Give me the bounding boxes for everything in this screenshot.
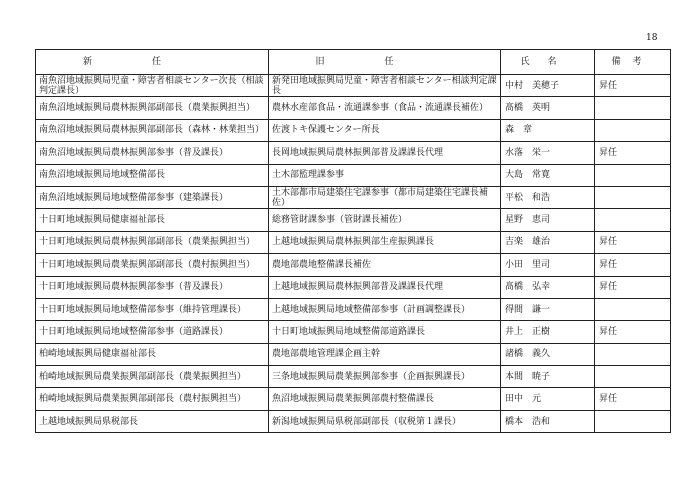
cell-remarks <box>595 97 671 119</box>
cell-name: 髙橋 弘幸 <box>501 276 595 298</box>
cell-name: 水落 栄一 <box>501 142 595 164</box>
cell-old: 長岡地域振興局農林振興部普及課課長代理 <box>269 142 501 164</box>
cell-new: 南魚沼地域振興局農林振興部副部長（農業振興担当） <box>36 97 269 119</box>
cell-old: 魚沼地域振興局農業振興部農村整備課長 <box>269 388 501 410</box>
cell-remarks <box>595 186 671 208</box>
cell-name: 大島 常寛 <box>501 164 595 186</box>
cell-remarks <box>595 298 671 320</box>
cell-old: 上越地域振興局農林振興部普及課課長代理 <box>269 276 501 298</box>
cell-new: 柏崎地域振興局農業振興部副部長（農村振興担当） <box>36 388 269 410</box>
cell-name: 得間 謙一 <box>501 298 595 320</box>
header-row <box>36 50 671 75</box>
cell-name: 小田 里司 <box>501 254 595 276</box>
cell-remarks: 昇任 <box>595 75 671 97</box>
cell-new: 十日町地域振興局農業振興部副部長（農村振興担当） <box>36 254 269 276</box>
cell-remarks: 昇任 <box>595 321 671 343</box>
header-new: 新任 <box>36 50 269 75</box>
cell-name: 平松 和浩 <box>501 186 595 208</box>
cell-remarks: 昇任 <box>595 388 671 410</box>
table-row <box>36 254 671 276</box>
header-old: 旧任 <box>269 50 501 75</box>
table-row <box>36 142 671 164</box>
cell-remarks <box>595 119 671 141</box>
cell-name: 橋本 浩和 <box>501 410 595 432</box>
table-row <box>36 298 671 320</box>
cell-remarks: 昇任 <box>595 276 671 298</box>
header-name: 氏名 <box>501 50 595 75</box>
cell-old: 農地部農地整備課長補佐 <box>269 254 501 276</box>
page-number: 18 <box>646 33 658 43</box>
header-remarks: 備考 <box>595 50 671 75</box>
cell-name: 諸橋 義久 <box>501 343 595 365</box>
table-row <box>36 231 671 253</box>
cell-old: 農林水産部食品・流通課参事（食品・流通課長補佐） <box>269 97 501 119</box>
cell-new: 南魚沼地域振興局地域整備部長 <box>36 164 269 186</box>
cell-new: 十日町地域振興局地域整備部参事（道路課長） <box>36 321 269 343</box>
cell-old: 土木部監理課参事 <box>269 164 501 186</box>
cell-name: 中村 美穂子 <box>501 75 595 97</box>
table-row <box>36 186 671 208</box>
cell-remarks: 昇任 <box>595 142 671 164</box>
cell-old: 土木部都市局建築住宅課参事（都市局建築住宅課長補佐） <box>269 186 501 208</box>
cell-new: 十日町地域振興局地域整備部参事（維持管理課長） <box>36 298 269 320</box>
cell-old: 新潟地域振興局県税部副部長（収税第１課長） <box>269 410 501 432</box>
cell-remarks <box>595 410 671 432</box>
cell-new: 南魚沼地域振興局農林振興部参事（普及課長） <box>36 142 269 164</box>
cell-remarks <box>595 343 671 365</box>
cell-old: 上越地域振興局農林振興部生産振興課長 <box>269 231 501 253</box>
table-row <box>36 276 671 298</box>
table-row <box>36 410 671 432</box>
personnel-table <box>35 49 671 433</box>
cell-new: 柏崎地域振興局農業振興部副部長（農業振興担当） <box>36 366 269 388</box>
cell-old: 佐渡トキ保護センター所長 <box>269 119 501 141</box>
table-row <box>36 388 671 410</box>
cell-name: 井上 正樹 <box>501 321 595 343</box>
cell-old: 農地部農地管理課企画主幹 <box>269 343 501 365</box>
table-row <box>36 164 671 186</box>
cell-remarks: 昇任 <box>595 254 671 276</box>
cell-new: 十日町地域振興局健康福祉部長 <box>36 209 269 231</box>
table-row <box>36 343 671 365</box>
cell-name: 本間 暁子 <box>501 366 595 388</box>
cell-old: 上越地域振興局地域整備部参事（計画調整課長） <box>269 298 501 320</box>
cell-name: 髙橋 英明 <box>501 97 595 119</box>
cell-new: 南魚沼地域振興局児童・障害者相談センター次長（相談判定課長） <box>36 75 269 97</box>
table-row <box>36 119 671 141</box>
cell-new: 十日町地域振興局農林振興部参事（普及課長） <box>36 276 269 298</box>
cell-new: 十日町地域振興局農林振興部副部長（農業振興担当） <box>36 231 269 253</box>
cell-remarks <box>595 209 671 231</box>
cell-old: 総務管財課参事（管財課長補佐） <box>269 209 501 231</box>
table-row <box>36 75 671 97</box>
cell-new: 柏崎地域振興局健康福祉部長 <box>36 343 269 365</box>
cell-new: 南魚沼地域振興局農林振興部副部長（森林・林業担当） <box>36 119 269 141</box>
cell-new: 南魚沼地域振興局地域整備部参事（建築課長） <box>36 186 269 208</box>
cell-old: 新発田地域振興局児童・障害者相談センター相談判定課長 <box>269 75 501 97</box>
cell-name: 森 章 <box>501 119 595 141</box>
cell-remarks <box>595 366 671 388</box>
table-row <box>36 321 671 343</box>
cell-name: 星野 恵司 <box>501 209 595 231</box>
cell-name: 田中 元 <box>501 388 595 410</box>
table-row <box>36 209 671 231</box>
cell-remarks <box>595 164 671 186</box>
cell-old: 十日町地域振興局地域整備部道路課長 <box>269 321 501 343</box>
cell-old: 三条地域振興局農業振興部参事（企画振興課長） <box>269 366 501 388</box>
table-row <box>36 97 671 119</box>
table-row <box>36 366 671 388</box>
cell-new: 上越地域振興局県税部長 <box>36 410 269 432</box>
cell-remarks: 昇任 <box>595 231 671 253</box>
cell-name: 吉楽 雄治 <box>501 231 595 253</box>
